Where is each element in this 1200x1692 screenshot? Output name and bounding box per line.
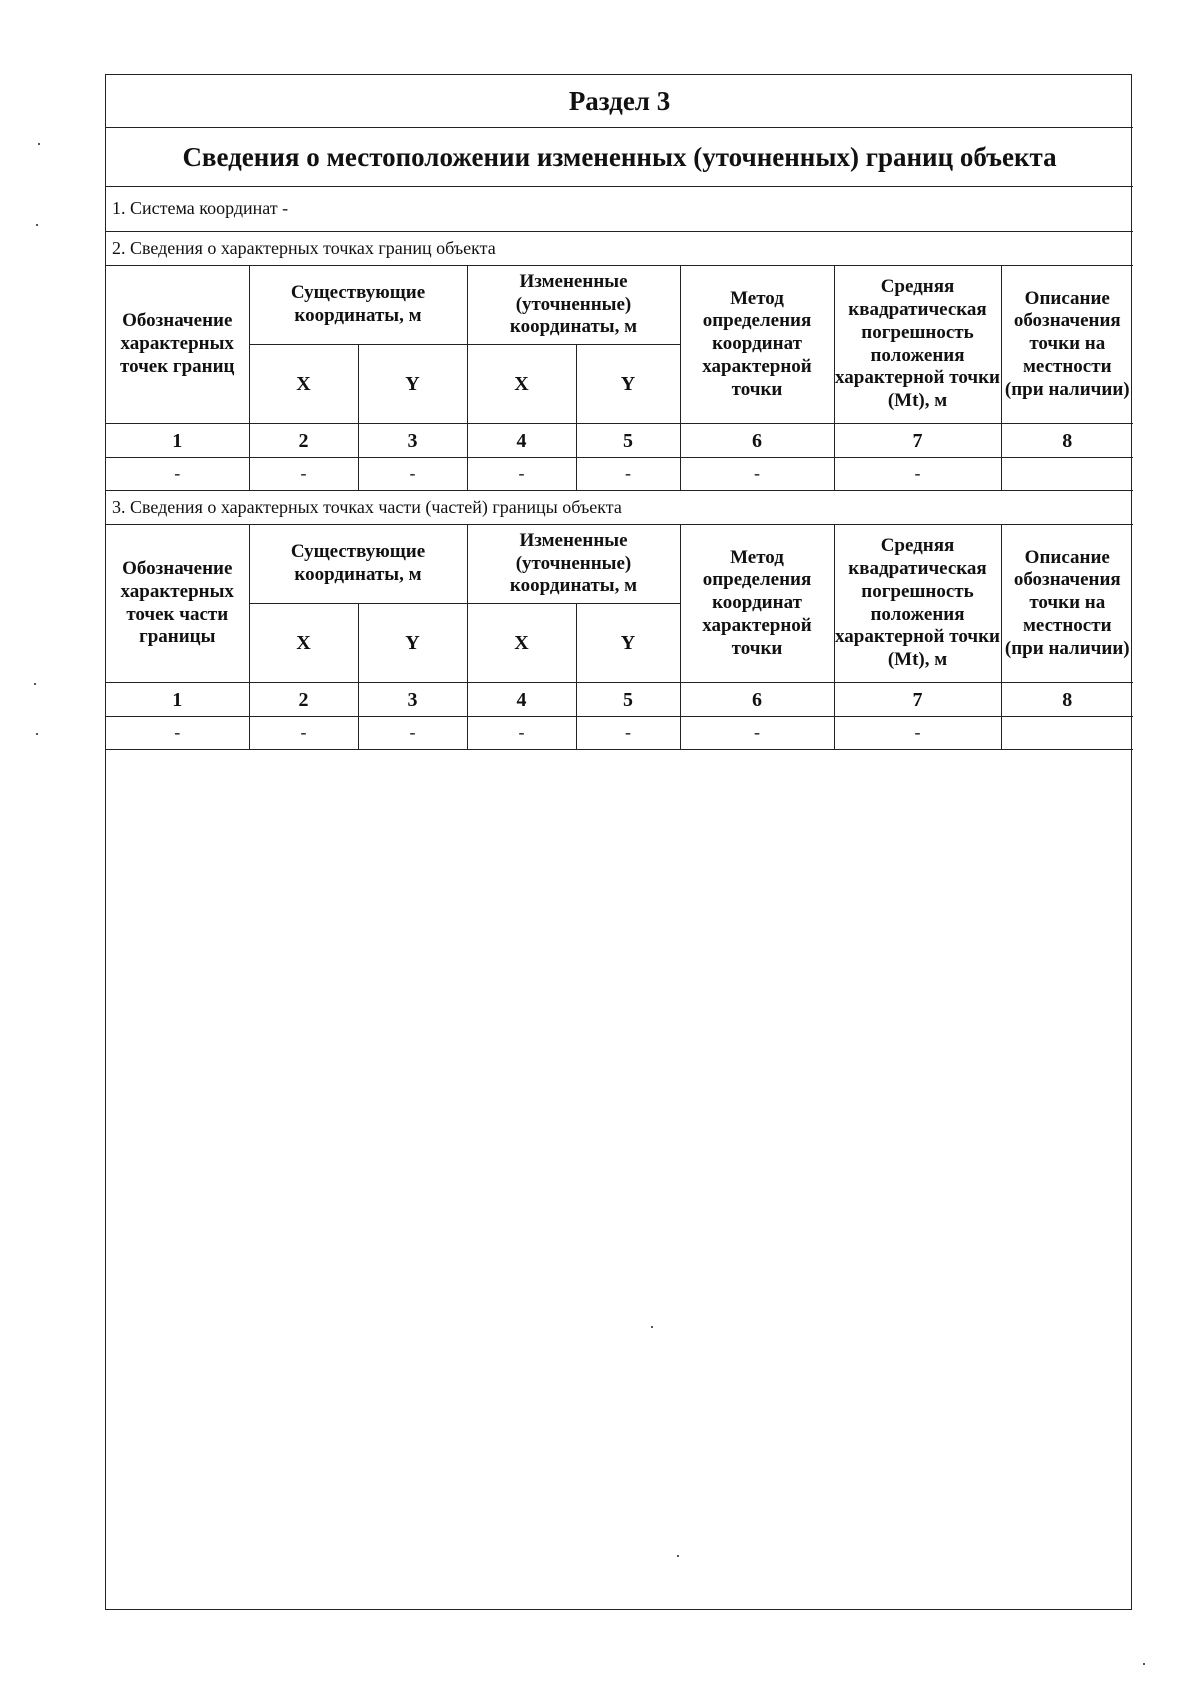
- document-frame: [105, 74, 1132, 1610]
- table2-cell: -: [576, 717, 680, 750]
- table2-col-number: 4: [467, 683, 576, 717]
- table1-col-number: 7: [834, 424, 1001, 458]
- table1-col-number: 5: [576, 424, 680, 458]
- table2-col-existing: Существующие координаты, м: [249, 525, 467, 604]
- table1-col-error: Средняя квадратическая погрешность положения характерной точки (Mt), м: [834, 266, 1001, 424]
- table2-col-changed: Измененные (уточненные) координаты, м: [467, 525, 680, 604]
- table1-col-number: 6: [680, 424, 834, 458]
- table2-col-description: Описание обозначения точки на местности (при наличии): [1001, 525, 1133, 683]
- table1-cell: [1001, 458, 1133, 491]
- table2-changed-y: Y: [576, 604, 680, 683]
- coordinate-system-line: 1. Система координат -: [106, 187, 1133, 232]
- table2-col-number: 5: [576, 683, 680, 717]
- table1-number-row: [106, 424, 1133, 458]
- table1-col-description: Описание обозначения точки на местности (при наличии): [1001, 266, 1133, 424]
- table2-col-number: 8: [1001, 683, 1133, 717]
- table2-cell: -: [834, 717, 1001, 750]
- table2-col-method: Метод определения координат характерной точки: [680, 525, 834, 683]
- table2-cell: -: [249, 717, 358, 750]
- table1-col-existing: Существующие координаты, м: [249, 266, 467, 345]
- table1-col-number: 8: [1001, 424, 1133, 458]
- table2-changed-x: X: [467, 604, 576, 683]
- table1-col-changed: Измененные (уточненные) координаты, м: [467, 266, 680, 345]
- table2-cell: -: [358, 717, 467, 750]
- section-subtitle: Сведения о местоположении измененных (уточненных) границ объекта: [106, 128, 1133, 187]
- table1-cell: -: [358, 458, 467, 491]
- table2-existing-y: Y: [358, 604, 467, 683]
- table1-existing-y: Y: [358, 345, 467, 424]
- table1-col-number: 3: [358, 424, 467, 458]
- table1-cell: -: [576, 458, 680, 491]
- scan-speck: [38, 143, 40, 145]
- table1-caption: 2. Сведения о характерных точках границ объекта: [106, 232, 1133, 266]
- scan-speck: [34, 683, 36, 685]
- table-row: [106, 717, 1133, 750]
- table1-changed-y: Y: [576, 345, 680, 424]
- table1-col-method: Метод определения координат характерной точки: [680, 266, 834, 424]
- table1-cell: -: [834, 458, 1001, 491]
- table1-cell: -: [249, 458, 358, 491]
- table1-cell: -: [106, 458, 249, 491]
- table2-col-designation: Обозначение характерных точек части границы: [106, 525, 249, 683]
- table1-changed-x: X: [467, 345, 576, 424]
- section-title: Раздел 3: [106, 75, 1133, 128]
- table2-col-number: 7: [834, 683, 1001, 717]
- table2-col-number: 1: [106, 683, 249, 717]
- table2-col-error: Средняя квадратическая погрешность положения характерной точки (Mt), м: [834, 525, 1001, 683]
- table2-number-row: [106, 683, 1133, 717]
- table1-col-number: 2: [249, 424, 358, 458]
- table2-existing-x: X: [249, 604, 358, 683]
- section-table: [106, 75, 1133, 750]
- scan-speck: [36, 224, 38, 226]
- table2-col-number: 2: [249, 683, 358, 717]
- scan-speck: [1143, 1663, 1145, 1665]
- table2-cell: [1001, 717, 1133, 750]
- table-row: [106, 458, 1133, 491]
- table1-cell: -: [467, 458, 576, 491]
- table1-cell: -: [680, 458, 834, 491]
- table2-cell: -: [680, 717, 834, 750]
- table1-existing-x: X: [249, 345, 358, 424]
- table2-col-number: 6: [680, 683, 834, 717]
- table2-caption: 3. Сведения о характерных точках части (частей) границы объекта: [106, 491, 1133, 525]
- table2-col-number: 3: [358, 683, 467, 717]
- table1-col-number: 4: [467, 424, 576, 458]
- table2-cell: -: [106, 717, 249, 750]
- scan-speck: [36, 733, 38, 735]
- table1-col-designation: Обозначение характерных точек границ: [106, 266, 249, 424]
- table1-col-number: 1: [106, 424, 249, 458]
- table2-cell: -: [467, 717, 576, 750]
